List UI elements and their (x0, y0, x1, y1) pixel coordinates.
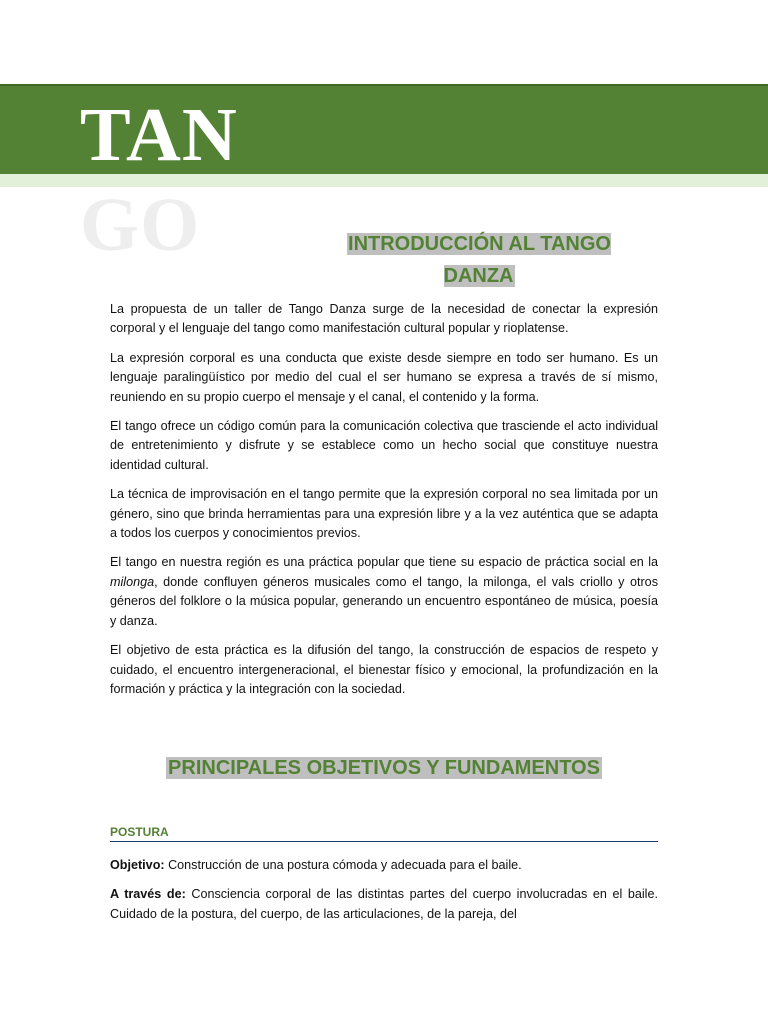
paragraph: El tango ofrece un código común para la comunicación colectiva que trasciende el acto individual de entretenimiento y disfrute y se establece como un hecho social que constituye nuestra identidad cultural. (110, 419, 658, 472)
through-line (110, 885, 658, 924)
objective-text: Construcción de una postura cómoda y adecuada para el baile. (164, 858, 522, 872)
paragraph: El objetivo de esta práctica es la difusión del tango, la construcción de espacios de respeto y cuidado, el encuentro intergeneracional, el bienestar físico y emocional, la profundización en la formación y práctica y la integración con la sociedad. (110, 643, 658, 696)
intro-heading-text: INTRODUCCIÓN AL TANGO DANZA (348, 233, 611, 287)
paragraph: La técnica de improvisación en el tango permite que la expresión corporal no sea limitada por un género, sino que brinda herramientas para una expresión libre y a la vez auténtica que se adapta a todos los cuerpos y conocimientos previos. (110, 487, 658, 541)
paragraph (110, 553, 658, 631)
title-line-1: TAN (80, 93, 238, 177)
intro-body (110, 300, 658, 709)
milonga-term: milonga (110, 574, 155, 589)
subsection-heading: POSTURA (110, 825, 658, 842)
objective-label: Objetivo: (110, 858, 165, 872)
paragraph-part: El tango en nuestra región es una práctica popular que tiene su espacio de práctica social en la (110, 555, 658, 570)
title-line-2: GO (80, 183, 201, 267)
document-title (80, 92, 280, 268)
through-text: Consciencia corporal de las distintas partes del cuerpo involucradas en el baile. Cuidado de la postura, del cuerpo, de las articulaciones, de la pareja, del (110, 887, 658, 921)
subsection-body (110, 856, 658, 934)
through-label: A través de: (110, 887, 186, 902)
paragraph: La expresión corporal es una conducta que existe desde siempre en todo ser humano. Es un lenguaje paralingüístico por medio del cual el ser humano se expresa a través de sí mismo, reuniendo en su propio cuerpo el mensaje y el canal, el contenido y la forma. (110, 350, 658, 404)
paragraph-part: , donde confluyen géneros musicales como el tango, la milonga, el vals criollo y otros géneros del folklore o la música popular, generando un encuentro espontáneo de música, poesía y danza. (110, 574, 658, 628)
section-heading-text: PRINCIPALES OBJETIVOS Y FUNDAMENTOS (168, 757, 600, 779)
objective-line (110, 856, 658, 875)
section-heading (110, 752, 658, 784)
intro-heading (334, 228, 624, 292)
paragraph: La propuesta de un taller de Tango Danza surge de la necesidad de conectar la expresión corporal y el lenguaje del tango como manifestación cultural popular y rioplatense. (110, 302, 658, 336)
